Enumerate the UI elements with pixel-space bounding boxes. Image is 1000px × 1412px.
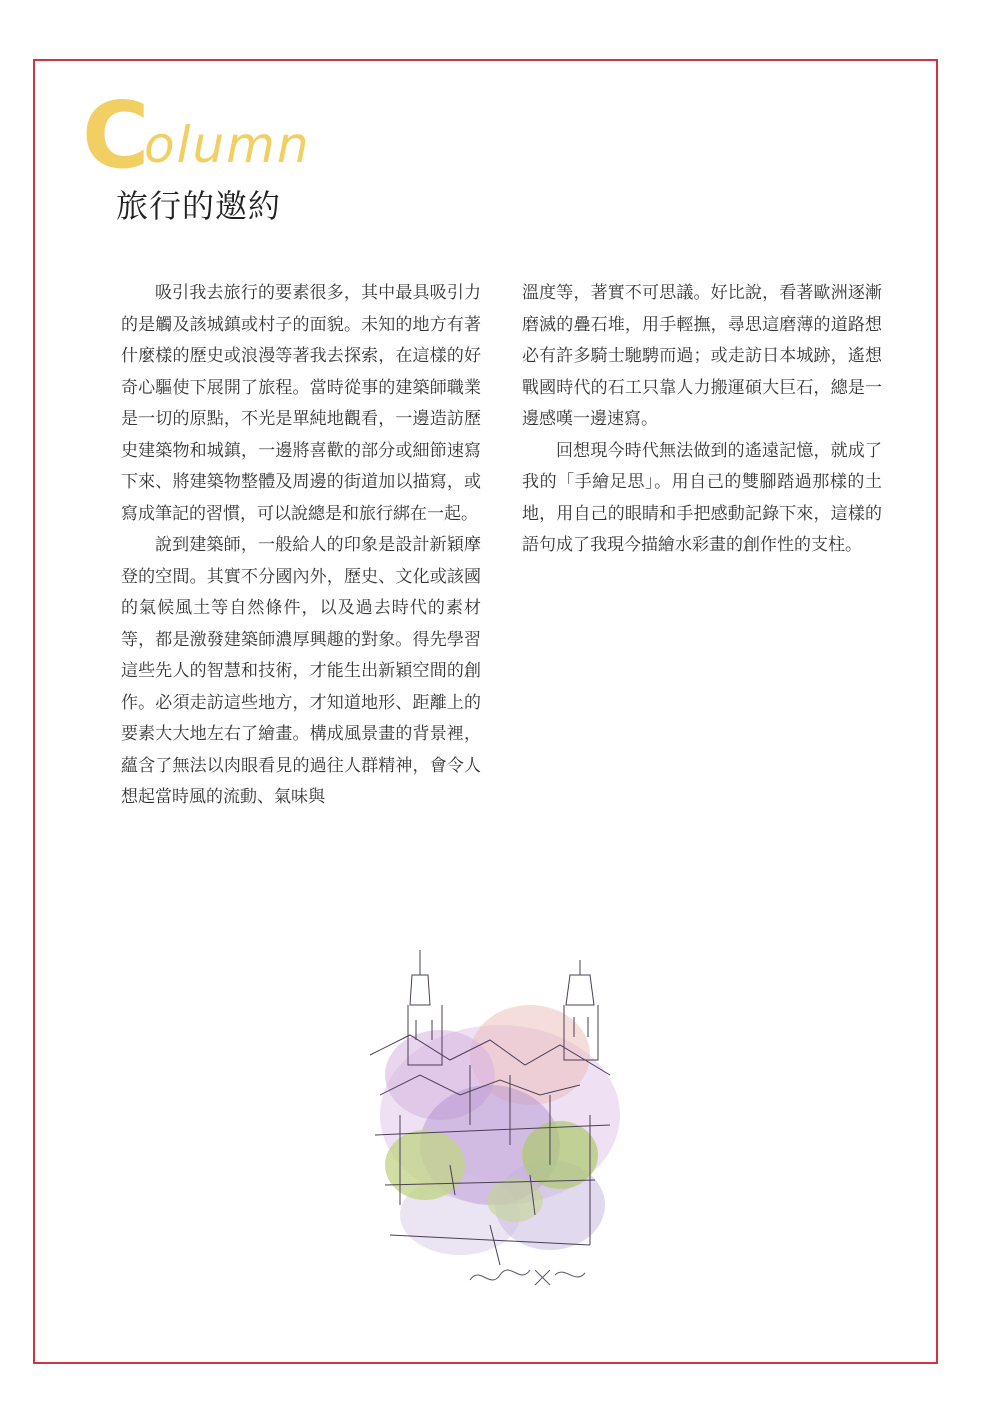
watercolor-town-sketch xyxy=(350,945,630,1315)
article-title: 旅行的邀約 xyxy=(116,187,282,225)
column-logo xyxy=(82,82,332,189)
paragraph-2: 說到建築師，一般給人的印象是設計新穎摩登的空間。其實不分國內外，歷史、文化或該國的氣候風土等自然條件，以及過去時代的素材等，都是激發建築師濃厚興趣的對象。得先學習這些先人的智慧和技術，才能生出新穎空間的創作。必須走訪這些地方，才知道地形、距離上的要素大大地左右了繪畫。構成風景畫的背景裡，蘊含了無法以肉眼看見的過往人群精神，會令人想起當時風的流動、氣味與 xyxy=(121,535,481,807)
column-logo-initial: C xyxy=(82,82,150,189)
column-logo-rest: olumn xyxy=(144,116,311,174)
paragraph-3: 溫度等，著實不可思議。好比說，看著歐洲逐漸磨滅的疊石堆，用手輕撫，尋思這磨薄的道路想必有許多騎士馳騁而過；或走訪日本城跡，遙想戰國時代的石工只靠人力搬運碩大巨石，總是一邊感嘆一邊速寫。 xyxy=(522,283,882,429)
sketch-signature xyxy=(470,1270,585,1285)
paragraph-4: 回想現今時代無法做到的遙遠記憶，就成了我的「手繪足思」。用自己的雙腳踏過那樣的土地，用自己的眼睛和手把感動記錄下來，這樣的語句成了我現今描繪水彩畫的創作性的支柱。 xyxy=(522,440,882,555)
article-column-right xyxy=(522,278,882,562)
article-column-left xyxy=(121,278,481,814)
paragraph-1: 吸引我去旅行的要素很多，其中最具吸引力的是觸及該城鎮或村子的面貌。未知的地方有著什麼樣的歷史或浪漫等著我去探索，在這樣的好奇心驅使下展開了旅程。當時從事的建築師職業是一切的原點，不光是單純地觀看，一邊造訪歷史建築物和城鎮，一邊將喜歡的部分或細節速寫下來、將建築物整體及周邊的街道加以描寫，或寫成筆記的習慣，可以說總是和旅行綁在一起。 xyxy=(121,283,481,524)
